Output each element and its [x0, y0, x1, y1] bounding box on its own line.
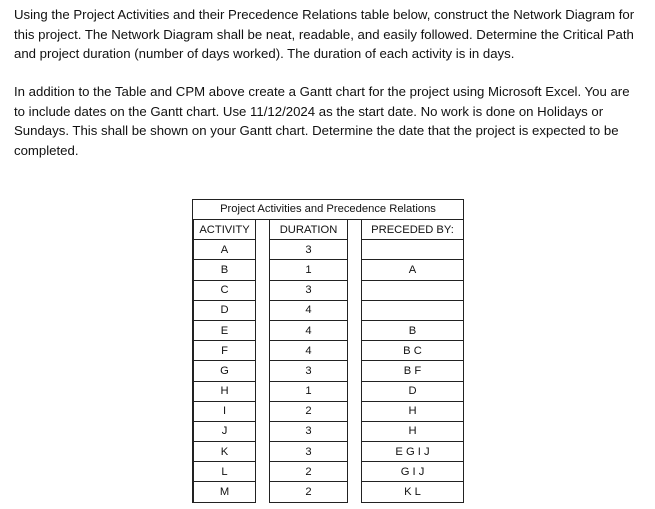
- column-gap: [256, 442, 270, 462]
- table-row: [194, 280, 464, 300]
- column-gap: [256, 300, 270, 320]
- header-activity: ACTIVITY: [194, 220, 256, 240]
- preceded-by-cell: H: [362, 421, 464, 441]
- column-gap: [348, 421, 362, 441]
- activity-cell: H: [194, 381, 256, 401]
- column-gap: [256, 482, 270, 502]
- preceded-by-cell: B C: [362, 341, 464, 361]
- duration-cell: 4: [270, 300, 348, 320]
- activity-cell: G: [194, 361, 256, 381]
- duration-cell: 3: [270, 280, 348, 300]
- duration-cell: 1: [270, 260, 348, 280]
- duration-cell: 2: [270, 482, 348, 502]
- table-header-row: [194, 220, 464, 240]
- column-gap: [348, 462, 362, 482]
- column-gap: [348, 401, 362, 421]
- column-gap: [256, 280, 270, 300]
- table-row: [194, 442, 464, 462]
- table-body: [194, 240, 464, 502]
- preceded-by-cell: B F: [362, 361, 464, 381]
- column-gap: [348, 381, 362, 401]
- activity-cell: A: [194, 240, 256, 260]
- activity-cell: J: [194, 421, 256, 441]
- precedence-table: [192, 199, 464, 503]
- column-gap: [348, 300, 362, 320]
- table-caption: Project Activities and Precedence Relations: [193, 200, 463, 220]
- column-gap: [256, 462, 270, 482]
- duration-cell: 3: [270, 240, 348, 260]
- activities-table: [193, 220, 464, 503]
- preceded-by-cell: [362, 300, 464, 320]
- activity-cell: K: [194, 442, 256, 462]
- table-row: [194, 361, 464, 381]
- preceded-by-cell: G I J: [362, 462, 464, 482]
- preceded-by-cell: B: [362, 320, 464, 340]
- duration-cell: 2: [270, 462, 348, 482]
- table-row: [194, 260, 464, 280]
- preceded-by-cell: E G I J: [362, 442, 464, 462]
- instructions-paragraph-network: Using the Project Activities and their Precedence Relations table below, construct the Network Diagram for this project. The Network Diagram shall be neat, readable, and easily followed. Determine the Critical Path and project duration (number of days worked). The duration of each activity is in days.: [14, 7, 635, 62]
- column-gap: [348, 361, 362, 381]
- preceded-by-cell: [362, 280, 464, 300]
- header-preceded-by: PRECEDED BY:: [362, 220, 464, 240]
- duration-cell: 4: [270, 341, 348, 361]
- duration-cell: 3: [270, 421, 348, 441]
- table-row: [194, 341, 464, 361]
- column-gap: [348, 482, 362, 502]
- preceded-by-cell: A: [362, 260, 464, 280]
- activity-cell: F: [194, 341, 256, 361]
- column-gap: [348, 442, 362, 462]
- activity-cell: D: [194, 300, 256, 320]
- table-row: [194, 421, 464, 441]
- column-gap: [348, 280, 362, 300]
- column-gap: [256, 361, 270, 381]
- activity-cell: E: [194, 320, 256, 340]
- duration-cell: 1: [270, 381, 348, 401]
- activity-cell: C: [194, 280, 256, 300]
- column-gap: [348, 320, 362, 340]
- column-gap: [256, 381, 270, 401]
- activity-cell: M: [194, 482, 256, 502]
- table-row: [194, 240, 464, 260]
- activity-cell: L: [194, 462, 256, 482]
- table-row: [194, 462, 464, 482]
- column-gap: [256, 401, 270, 421]
- column-gap: [256, 260, 270, 280]
- column-gap: [256, 341, 270, 361]
- header-duration: DURATION: [270, 220, 348, 240]
- column-gap: [348, 240, 362, 260]
- column-gap: [256, 421, 270, 441]
- column-gap: [256, 320, 270, 340]
- duration-cell: 3: [270, 442, 348, 462]
- duration-cell: 4: [270, 320, 348, 340]
- activity-cell: I: [194, 401, 256, 421]
- duration-cell: 2: [270, 401, 348, 421]
- activity-cell: B: [194, 260, 256, 280]
- preceded-by-cell: [362, 240, 464, 260]
- table-row: [194, 381, 464, 401]
- table-row: [194, 320, 464, 340]
- duration-cell: 3: [270, 361, 348, 381]
- column-gap: [348, 341, 362, 361]
- table-row: [194, 482, 464, 502]
- preceded-by-cell: D: [362, 381, 464, 401]
- table-row: [194, 401, 464, 421]
- column-gap: [348, 260, 362, 280]
- column-gap: [256, 240, 270, 260]
- column-gap: [256, 220, 270, 240]
- column-gap: [348, 220, 362, 240]
- preceded-by-cell: K L: [362, 482, 464, 502]
- table-row: [194, 300, 464, 320]
- preceded-by-cell: H: [362, 401, 464, 421]
- instructions-paragraph-gantt: In addition to the Table and CPM above create a Gantt chart for the project using Microsoft Excel. You are to include dates on the Gantt chart. Use 11/12/2024 as the start date. No work is done on Holidays or Sundays. This shall be shown on your Gantt chart. Determine the date that the project is expected to be completed.: [14, 84, 630, 158]
